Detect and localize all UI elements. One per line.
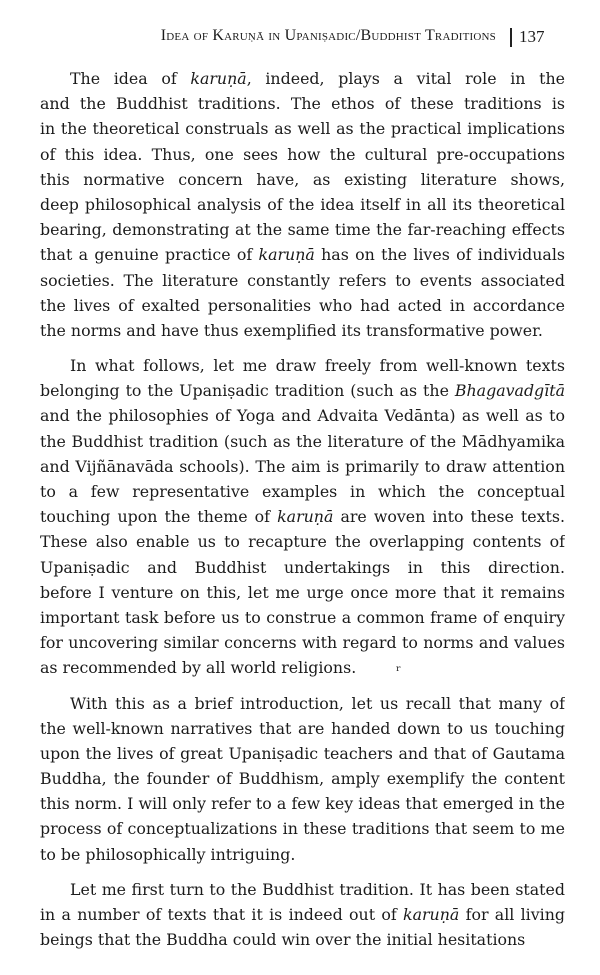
- text-line: [40, 66, 565, 91]
- paragraph: [40, 66, 565, 343]
- text-line: [40, 353, 565, 378]
- text-line: [40, 555, 565, 580]
- text-run: important task before us to construe a common frame of enquiry: [40, 607, 565, 627]
- text-run: this normative concern have, as existing literature shows,: [40, 169, 565, 189]
- header-divider: [510, 28, 512, 47]
- text-line: [40, 927, 565, 952]
- text-line: [40, 630, 565, 655]
- paragraph: [40, 877, 565, 953]
- text-run: of this idea. Thus, one sees how the cultural pre-occupations: [40, 144, 565, 164]
- text-line: [40, 529, 565, 554]
- text-run: touching upon the theme of: [40, 507, 278, 527]
- text-line: [40, 217, 565, 242]
- text-line: [40, 479, 565, 504]
- text-line: [40, 655, 565, 680]
- text-run: Upaniṣadic and Buddhist undertakings in this direction.: [40, 557, 565, 577]
- text-run: in the theoretical construals as well as the practical implications: [40, 119, 565, 139]
- text-run: this norm. I will only refer to a few key ideas that emerged in the: [40, 794, 565, 814]
- text-run: the Buddhist tradition (such as the literature of the Mādhyamika: [40, 431, 565, 451]
- chapter-title: Idea of Karuṇā in Upaniṣadic/Buddhist Traditions: [160, 27, 496, 44]
- text-line: [40, 766, 565, 791]
- text-run: the well-known narratives that are handed down to us touching: [40, 718, 565, 738]
- text-line: [40, 716, 565, 741]
- text-run: With this as a brief introduction, let us recall that many of: [70, 693, 565, 713]
- text-run: , indeed, plays a vital role in the: [246, 69, 565, 88]
- text-run: Buddha, the founder of Buddhism, amply exemplify the content: [40, 769, 565, 789]
- text-line: [40, 842, 565, 867]
- text-run: The idea of: [70, 69, 191, 88]
- text-line: [40, 268, 565, 293]
- text-line: [40, 142, 565, 167]
- italic-term: karuṇā: [277, 507, 334, 527]
- text-run: bearing, demonstrating at the same time the far-reaching effects: [40, 220, 565, 240]
- text-line: [40, 691, 565, 716]
- text-run: societies. The literature constantly refers to events associated: [40, 270, 565, 290]
- body-text: [40, 66, 565, 962]
- text-run: and the Buddhist traditions. The ethos of these traditions is: [40, 94, 565, 114]
- text-line: [40, 403, 565, 428]
- text-line: [40, 580, 565, 605]
- page-number: 137: [519, 27, 545, 46]
- text-run: process of conceptualizations in these traditions that seem to me: [40, 819, 565, 839]
- italic-term: karuṇā: [403, 905, 460, 924]
- text-line: [40, 902, 565, 927]
- text-line: [40, 816, 565, 841]
- text-run: that a genuine practice of: [40, 245, 259, 265]
- text-run: beings that the Buddha could win over the initial hesitations: [40, 930, 526, 950]
- text-run: as recommended by all world religions.: [40, 658, 357, 678]
- text-line: [40, 741, 565, 766]
- text-run: in a number of texts that it is indeed out of: [40, 905, 403, 924]
- text-run: to be philosophically intriguing.: [40, 844, 296, 864]
- text-run: upon the lives of great Upaniṣadic teachers and that of Gautama: [40, 743, 565, 763]
- text-line: [40, 293, 565, 318]
- italic-term: karuṇā: [258, 245, 315, 265]
- paragraph: [40, 353, 565, 680]
- italic-term: karuṇā: [190, 69, 247, 88]
- text-line: [40, 192, 565, 217]
- text-line: [40, 318, 565, 343]
- text-run: In what follows, let me draw freely from well-known texts: [70, 356, 565, 376]
- paragraph: [40, 691, 565, 867]
- text-line: [40, 877, 565, 902]
- text-run: belonging to the Upaniṣadic tradition (such as the: [40, 381, 455, 401]
- text-line: [40, 504, 565, 529]
- text-line: [40, 429, 565, 454]
- text-run: has on the lives of individuals: [321, 245, 565, 265]
- text-line: [40, 454, 565, 479]
- text-run: for all living: [459, 905, 565, 924]
- print-speck: ʳ: [396, 662, 402, 680]
- text-run: are woven into these texts.: [333, 507, 565, 527]
- text-run: and the philosophies of Yoga and Advaita Vedānta) as well as to: [40, 406, 565, 426]
- text-run: These also enable us to recapture the overlapping contents of: [40, 532, 565, 552]
- text-run: the lives of exalted personalities who had acted in accordance: [40, 295, 565, 315]
- text-line: [40, 116, 565, 141]
- text-line: [40, 605, 565, 630]
- text-line: [40, 242, 565, 267]
- text-line: [40, 167, 565, 192]
- text-run: deep philosophical analysis of the idea itself in all its theoretical: [40, 194, 565, 214]
- text-line: [40, 378, 565, 403]
- text-line: [40, 91, 565, 116]
- text-run: the norms and have thus exemplified its transformative power.: [40, 320, 543, 340]
- running-header: [0, 27, 600, 55]
- text-run: to a few representative examples in which the conceptual: [40, 482, 565, 501]
- italic-term: Bhagavadgītā: [454, 381, 565, 401]
- text-line: [40, 791, 565, 816]
- text-run: and Vijñānavāda schools). The aim is primarily to draw attention: [40, 456, 565, 476]
- text-run: Let me first turn to the Buddhist tradition. It has been stated: [70, 879, 565, 899]
- text-run: before I venture on this, let me urge once more that it remains: [40, 582, 565, 602]
- text-run: for uncovering similar concerns with regard to norms and values: [40, 633, 565, 653]
